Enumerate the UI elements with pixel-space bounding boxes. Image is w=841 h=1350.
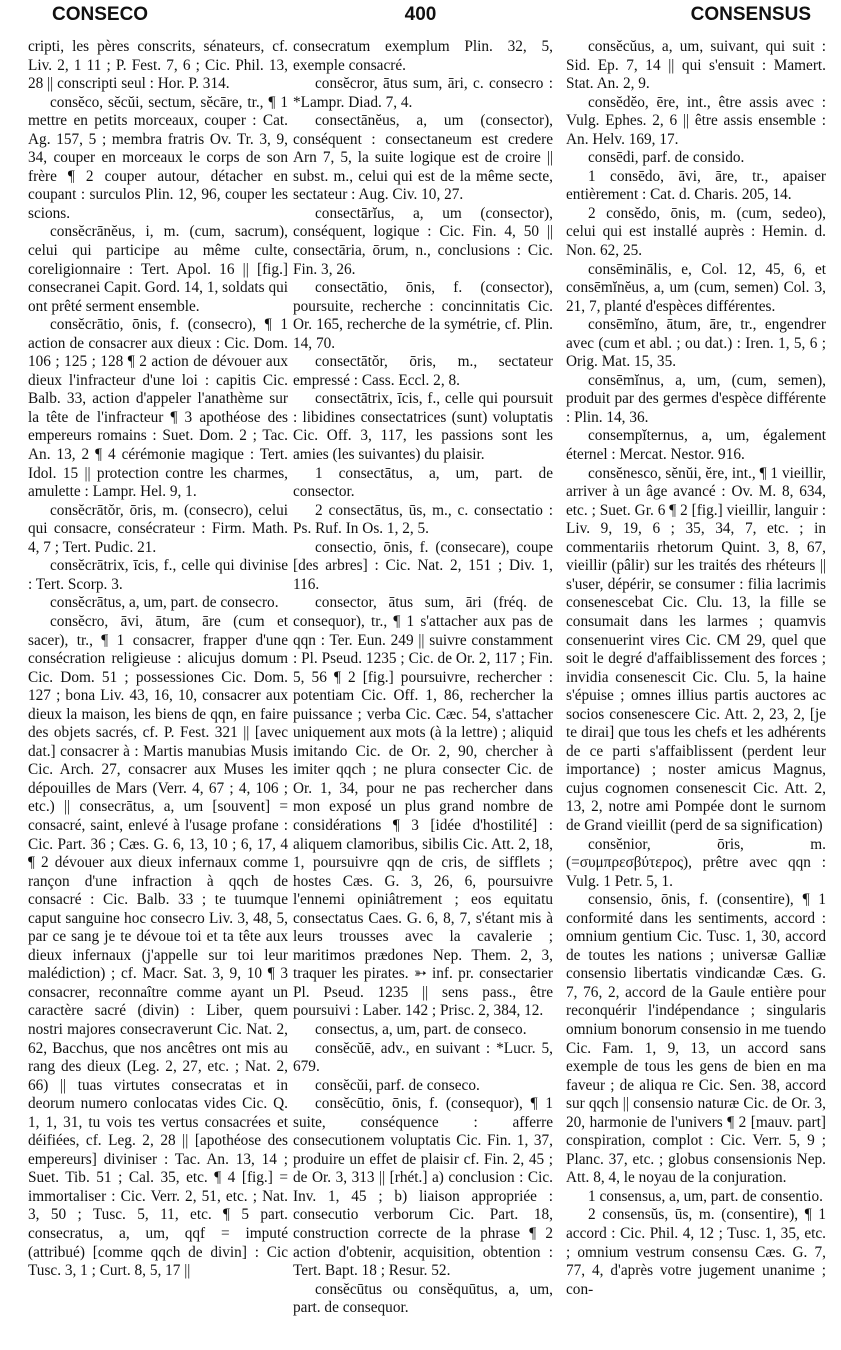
dictionary-entry: consectātio, ōnis, f. (consector), poursuite, recherche : concinnitatis Cic. Or. 165, recherche de la symétrie, cf. Plin. 14, 70.	[293, 279, 553, 352]
dictionary-entry: 1 consectātus, a, um, part. de consector.	[293, 464, 553, 501]
dictionary-entry: consectātŏr, ōris, m., sectateur empressé : Cass. Eccl. 2, 8.	[293, 353, 553, 389]
dictionary-entry: consĕcrātŏr, ōris, m. (consecro), celui qui consacre, consécrateur : Firm. Math. 4, 7 ; Tert. Pudic. 21.	[28, 501, 288, 556]
dictionary-entry: consĕcro, āvi, ātum, āre (cum et sacer), tr., ¶ 1 consacrer, frapper d'une consécration religieuse : alicujus domum Cic. Dom. 51 ; possessiones Cic. Dom. 127 ; bona Liv. 43, 16, 10, consacrer aux dieux la maison, les biens de qqn, en faire des objets sacrés, cf. P. Fest. 321 || [avec dat.] consacrer à : Martis manubias Musis Cic. Arch. 27, consacrer aux Muses les dépouilles de Mars (Verr. 4, 67 ; 4, 106 ; etc.) || consecrātus, a, um [souvent] = consacré, saint, enlevé à l'usage profane : Cic. Part. 36 ; Cæs. G. 6, 13, 10 ; 6, 17, 4 ¶ 2 dévouer aux dieux infernaux comme rançon d'une infraction à qqch de consacré : Cic. Balb. 33 ; te tuumque caput sanguine hoc consecro Liv. 3, 48, 5, par ce sang je te dévoue toi et ta tête aux dieux infernaux (j'appelle sur toi leur malédiction) ; cf. Macr. Sat. 3, 9, 10 ¶ 3 consacrer, reconnaître comme ayant un caractère sacré (divin) : Liber, quem nostri majores consecraverunt Cic. Nat. 2, 62, Bacchus, que nos ancêtres ont mis au rang des dieux (Leg. 2, 27, etc. ; Nat. 2, 66) || tuas virtutes consecratas et in deorum numero conlocatas vides Cic. Q. 1, 1, 31, tu vois tes vertus consacrées et déifiées, cf. Leg. 2, 28 || [apothéose des empereurs] diviniser : Tac. An. 13, 14 ; Suet. Tib. 51 ; Cal. 35, etc. ¶ 4 [fig.] = immortaliser : Cic. Verr. 2, 51, etc. ; Nat. 3, 50 ; Tusc. 5, 11, etc. ¶ 5 part. consecratus, a, um, qqf = imputé (attribué) [comme qqch de divin] : Cic Tusc. 3, 1 ; Curt. 8, 5, 17 ||	[28, 612, 288, 1280]
dictionary-entry: consectārĭus, a, um (consector), conséquent, logique : Cic. Fin. 4, 50 || consectāria, ōrum, n., conclusions : Cic. Fin. 3, 26.	[293, 204, 553, 278]
dictionary-entry: consĕcrātrix, īcis, f., celle qui divinise : Tert. Scorp. 3.	[28, 557, 288, 593]
dictionary-entry: 1 consensus, a, um, part. de consentio.	[588, 1187, 823, 1205]
dictionary-entry: 1 consēdo, āvi, āre, tr., apaiser entièrement : Cat. d. Charis. 205, 14.	[566, 167, 826, 204]
dictionary-entry: consĕnesco, sĕnŭi, ĕre, int., ¶ 1 vieillir, arriver à un âge avancé : Ov. M. 8, 634, etc. ; Suet. Gr. 6 ¶ 2 [fig.] vieillir, languir : Liv. 9, 19, 6 ; 35, 34, 7, etc. ; in commentariis rhetorum Quint. 3, 8, 67, vieillir (pâlir) sur les traités des rhéteurs || s'user, dépérir, se consumer : filia lacrimis consenescebat Cic. Clu. 13, la fille se consumait dans les larmes ; quamvis consenuerint vires Cic. CM 29, quel que soit le degré d'affaiblissement des forces ; invidia consenescit Cic. Clu. 5, la haine s'épuise ; omnes illius partis auctores ac socios consenescere Cic. Att. 2, 23, 2, [je te dirai] que tous les chefs et les adhérents de ce parti s'affaiblissent (perdent leur importance) ; noster amicus Magnus, cujus cognomen consenescit Cic. Att. 2, 13, 2, notre ami Pompée dont le surnom de Grand vieillit (perd de sa signification)	[566, 464, 826, 834]
dictionary-entry: consector, ātus sum, āri (fréq. de consequor), tr., ¶ 1 s'attacher aux pas de qqn : Ter. Eun. 249 || suivre constamment : Pl. Pseud. 1235 ; Cic. de Or. 2, 117 ; Fin. 5, 56 ¶ 2 [fig.] poursuivre, rechercher : potentiam Cic. Off. 1, 86, rechercher la puissance ; verba Cic. Cæc. 54, s'attacher uniquement aux mots (à la lettre) ; aliquid imitando Cic. de Or. 2, 90, chercher à imiter qqch ; ne plura consecter Cic. de Or. 1, 34, pour ne pas rechercher dans mon exposé un plus grand nombre de considérations ¶ 3 [idée d'hostilité] : aliquem clamoribus, sibilis Cic. Att. 2, 18, 1, poursuivre qqn de cris, de sifflets ; hostes Cæs. G. 3, 26, 6, poursuivre l'ennemi opiniâtrement ; eos equitatu consectatus Caes. G. 6, 8, 7, s'étant mis à leurs trousses avec la cavalerie ; maritimos prædones Nep. Them. 2, 3, traquer les pirates. ➳ inf. pr. consectarier Pl. Pseud. 1235 || sens pass., être poursuivi : Laber. 142 ; Prisc. 2, 384, 12.	[293, 594, 553, 1020]
dictionary-entry: 2 consĕdo, ōnis, m. (cum, sedeo), celui qui est installé auprès : Hemin. d. Non. 62, 25.	[566, 204, 826, 260]
dictionary-entry: consempĭternus, a, um, également éternel : Mercat. Nestor. 916.	[566, 427, 826, 464]
running-header	[0, 4, 841, 28]
dictionary-entry: consĕcrātus, a, um, part. de consecro.	[50, 594, 279, 612]
dictionary-entry: consĕcror, ātus sum, āri, c. consecro : *Lampr. Diad. 7, 4.	[293, 75, 553, 111]
dictionary-entry: consĕnior, ōris, m. (=συμπρεσβύτερος), prêtre avec qqn : Vulg. 1 Petr. 5, 1.	[566, 835, 826, 890]
dictionary-entry: consecratum exemplum Plin. 32, 5, exemple consacré.	[293, 38, 553, 74]
dictionary-entry: 2 consectātus, ūs, m., c. consectatio : Ps. Ruf. In Os. 1, 2, 5.	[293, 501, 553, 538]
dictionary-entry: consĕcŭi, parf. de conseco.	[315, 1076, 480, 1094]
dictionary-entry: consĕcŭē, adv., en suivant : *Lucr. 5, 679.	[293, 1039, 553, 1076]
dictionary-entry: consēmĭnus, a, um, (cum, semen), produit par des germes d'espèce différente : Plin. 14, 36.	[566, 371, 826, 426]
dictionary-entry: consĕcrānĕus, i, m. (cum, sacrum), celui qui participe au même culte, coreligionnaire : Tert. Apol. 16 || [fig.] consecranei Capit. Gord. 14, 1, soldats qui ont prêté serment ensemble.	[28, 223, 288, 315]
dictionary-entry: consēdi, parf. de consido.	[588, 149, 745, 167]
header-right-guideword: CONSENSUS	[690, 4, 811, 25]
dictionary-entry: consensio, ōnis, f. (consentire), ¶ 1 conformité dans les sentiments, accord : omnium gentium Cic. Tusc. 1, 30, accord de toutes les nations ; universæ Galliæ consensio libertatis vindicandæ Cæs. G. 7, 76, 2, accord de la Gaule entière pour reconquérir l'indépendance ; singularis omnium bonorum consensio in me tuendo Cic. Fam. 1, 9, 13, un accord sans exemple de tous les gens de bien en ma faveur ; de aliqua re Cic. Sen. 38, accord sur qqch || consensio naturæ Cic. de Or. 3, 20, harmonie de l'univers ¶ 2 [mauv. part] conspiration, complot : Cic. Verr. 5, 9 ; Planc. 37, etc. ; globus consensionis Nep. Att. 8, 4, le noyau de la conjuration.	[566, 891, 826, 1187]
dictionary-entry: consēminālis, e, Col. 12, 45, 6, et consēmĭnĕus, a, um (cum, semen) Col. 3, 21, 7, planté d'espèces différentes.	[566, 260, 826, 315]
column-2	[293, 38, 553, 1318]
page-number: 400	[404, 4, 437, 25]
dictionary-entry: consectus, a, um, part. de conseco.	[315, 1020, 527, 1038]
dictionary-entry: consectātrix, īcis, f., celle qui poursuit : libidines consectatrices (sunt) voluptatis Cic. Off. 3, 117, les passions sont les amies (les suivantes) du plaisir.	[293, 390, 553, 464]
dictionary-entry: consĕcrātio, ōnis, f. (consecro), ¶ 1 action de consacrer aux dieux : Cic. Dom. 106 ; 125 ; 128 ¶ 2 action de dévouer aux dieux l'infracteur d'une loi : capitis Cic. Balb. 33, action d'appeler l'anathème sur la tête de l'infracteur ¶ 3 apothéose des empereurs romains : Suet. Dom. 2 ; Tac. An. 13, 2 ¶ 4 cérémonie magique : Tert. Idol. 15 || protection contre les charmes, amulette : Lampr. Hel. 9, 1.	[28, 316, 288, 501]
dictionary-entry: consĕco, sĕcŭi, sectum, sĕcāre, tr., ¶ 1 mettre en petits morceaux, couper : Cat. Ag. 157, 5 ; membra fratris Ov. Tr. 3, 9, 34, couper en morceaux le corps de son frère ¶ 2 couper autour, détacher en coupant : surculos Plin. 12, 96, couper les scions.	[28, 93, 288, 222]
dictionary-entry: consectānĕus, a, um (consector), conséquent : consectaneum est credere Arn 7, 5, la suite logique est de croire || subst. m., celui qui est de la même secte, sectateur : Aug. Civ. 10, 27.	[293, 112, 553, 204]
dictionary-entry: consĕcūtio, ōnis, f. (consequor), ¶ 1 suite, conséquence : afferre consecutionem voluptatis Cic. Fin. 1, 37, produire un effet de plaisir cf. Fin. 2, 45 ; de Or. 3, 313 || [rhét.] a) conclusion : Cic. Inv. 1, 45 ; b) liaison appropriée : consecutio verborum Cic. Part. 18, construction correcte de la phrase ¶ 2 action d'obtenir, acquisition, obtention : Tert. Bapt. 18 ; Resur. 52.	[293, 1095, 553, 1280]
dictionary-entry: consectio, ōnis, f. (consecare), coupe [des arbres] : Cic. Nat. 2, 151 ; Div. 1, 116.	[293, 538, 553, 593]
column-1	[28, 38, 288, 1281]
header-left-guideword: CONSECO	[52, 4, 149, 25]
column-3	[566, 38, 826, 1299]
dictionary-entry: consĕcŭus, a, um, suivant, qui suit : Sid. Ep. 7, 14 || qui s'ensuit : Mamert. Stat. An. 2, 9.	[566, 38, 826, 93]
dictionary-entry: 2 consensŭs, ūs, m. (consentire), ¶ 1 accord : Cic. Phil. 4, 12 ; Tusc. 1, 35, etc. ; omnium vestrum consensu Cæs. G. 7, 77, 4, d'après votre jugement unanime ; con-	[566, 1206, 826, 1298]
dictionary-entry: consĕdĕo, ēre, int., être assis avec : Vulg. Ephes. 2, 6 || être assis ensemble : An. Helv. 169, 17.	[566, 93, 826, 148]
dictionary-entry: cripti, les pères conscrits, sénateurs, cf. Liv. 2, 1 11 ; P. Fest. 7, 6 ; Cic. Phil. 13, 28 || conscripti seul : Hor. P. 314.	[28, 38, 288, 93]
dictionary-entry: consĕcūtus ou consĕquūtus, a, um, part. de consequor.	[293, 1280, 553, 1317]
dictionary-entry: consēmĭno, ātum, āre, tr., engendrer avec (cum et abl. ; ou dat.) : Iren. 1, 5, 6 ; Orig. Mat. 15, 35.	[566, 316, 826, 371]
